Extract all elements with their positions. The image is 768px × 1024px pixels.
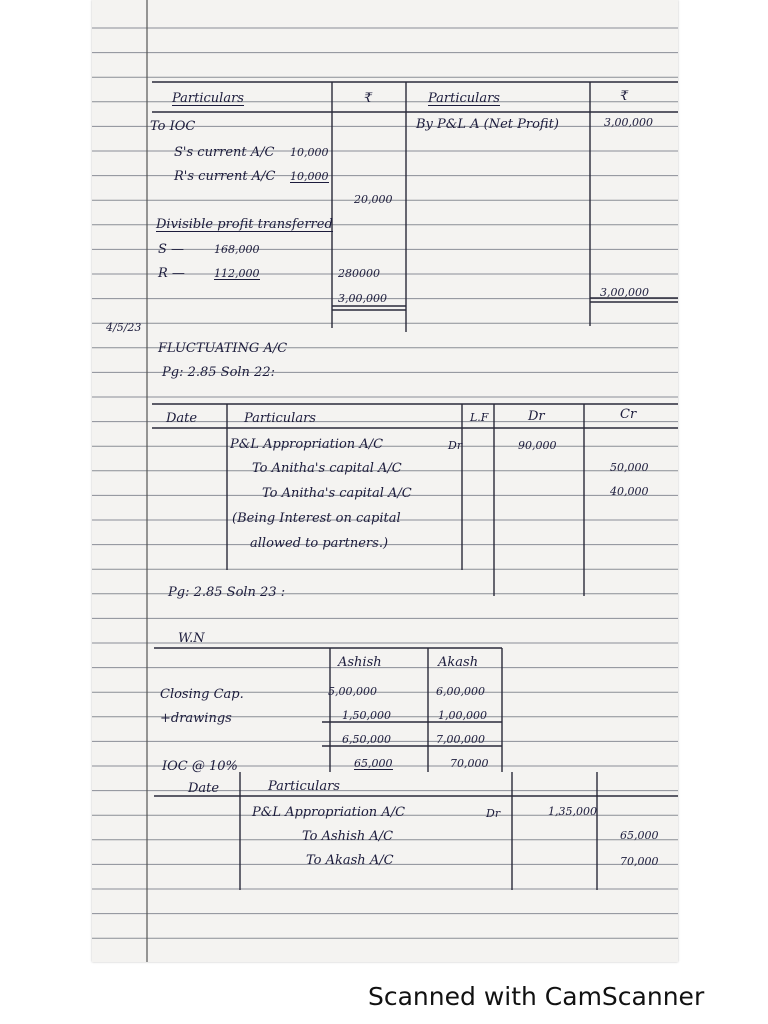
wn-col-akash: Akash <box>438 655 479 670</box>
t1-r-share: R — <box>158 266 185 281</box>
t2-header-lf: L.F <box>470 411 489 424</box>
note-date: 4/5/23 <box>106 321 142 334</box>
t2-line3: To Anitha's capital A/C <box>262 486 412 501</box>
t3-line1: P&L Appropriation A/C <box>252 805 406 820</box>
note-heading: FLUCTUATING A/C <box>158 341 288 356</box>
t2-header-date: Date <box>166 411 198 426</box>
t2-line2: To Anitha's capital A/C <box>252 461 402 476</box>
t1-header-amount-right: ₹ <box>620 89 629 104</box>
t1-divisible: Divisible profit transferred <box>156 217 333 232</box>
wn-ioc: IOC @ 10% <box>162 759 238 774</box>
t3-line3: To Akash A/C <box>306 853 394 868</box>
t2-narration2: allowed to partners.) <box>250 536 389 551</box>
sol23-ref: Pg: 2.85 Soln 23 : <box>168 585 286 600</box>
wn-ioc-akash: 70,000 <box>450 757 489 770</box>
wn-closing-ashish: 5,00,000 <box>328 685 377 698</box>
t1-by-pl-amt: 3,00,000 <box>604 116 653 129</box>
t1-s-current-amt: 10,000 <box>290 146 329 159</box>
t2-header-dr: Dr <box>528 409 545 424</box>
t3-line2: To Ashish A/C <box>302 829 394 844</box>
wn-col-ashish: Ashish <box>338 655 382 670</box>
t1-to-ioc: To IOC <box>150 119 196 134</box>
t1-left-total: 3,00,000 <box>338 292 387 305</box>
t3-header-particulars: Particulars <box>268 779 340 794</box>
t1-right-total: 3,00,000 <box>600 286 649 299</box>
t2-line2-amt: 50,000 <box>610 461 649 474</box>
scanned-notebook-page <box>92 0 678 962</box>
note-ref: Pg: 2.85 Soln 22: <box>162 365 275 380</box>
t1-r-share-amt: 112,000 <box>214 267 260 280</box>
t1-by-pl: By P&L A (Net Profit) <box>416 117 559 132</box>
t1-r-current: R's current A/C <box>174 169 276 184</box>
wn-total-akash: 7,00,000 <box>436 733 485 746</box>
t3-line1-dr: Dr <box>486 807 501 820</box>
t2-line1: P&L Appropriation A/C <box>230 437 384 452</box>
t1-header-particulars-right: Particulars <box>428 91 500 106</box>
wn-drawings-ashish: 1,50,000 <box>342 709 391 722</box>
t2-line3-amt: 40,000 <box>610 485 649 498</box>
t1-s-share-amt: 168,000 <box>214 243 260 256</box>
t1-ioc-total: 20,000 <box>354 193 393 206</box>
wn-closing: Closing Cap. <box>160 687 244 702</box>
wn-total-ashish: 6,50,000 <box>342 733 391 746</box>
t2-line1-amt: 90,000 <box>518 439 557 452</box>
camscanner-watermark: Scanned with CamScanner <box>368 982 705 1011</box>
t1-r-current-amt: 10,000 <box>290 170 329 183</box>
t3-line3-amt: 70,000 <box>620 855 659 868</box>
t3-line2-amt: 65,000 <box>620 829 659 842</box>
t2-line1-dr: Dr <box>448 439 463 452</box>
sol23-wn: W.N <box>178 631 205 646</box>
t3-header-date: Date <box>188 781 220 796</box>
t1-header-particulars-left: Particulars <box>172 91 244 106</box>
wn-closing-akash: 6,00,000 <box>436 685 485 698</box>
t1-s-share: S — <box>158 242 185 257</box>
t2-header-particulars: Particulars <box>244 411 316 426</box>
t2-narration1: (Being Interest on capital <box>232 511 401 526</box>
t1-header-amount-left: ₹ <box>364 91 373 106</box>
t3-line1-amt: 1,35,000 <box>548 805 597 818</box>
wn-drawings: +drawings <box>160 711 232 726</box>
t2-header-cr: Cr <box>620 407 637 422</box>
wn-ioc-ashish: 65,000 <box>354 757 393 770</box>
t1-s-current: S's current A/C <box>174 145 275 160</box>
wn-drawings-akash: 1,00,000 <box>438 709 487 722</box>
t1-div-total: 280000 <box>338 267 380 280</box>
